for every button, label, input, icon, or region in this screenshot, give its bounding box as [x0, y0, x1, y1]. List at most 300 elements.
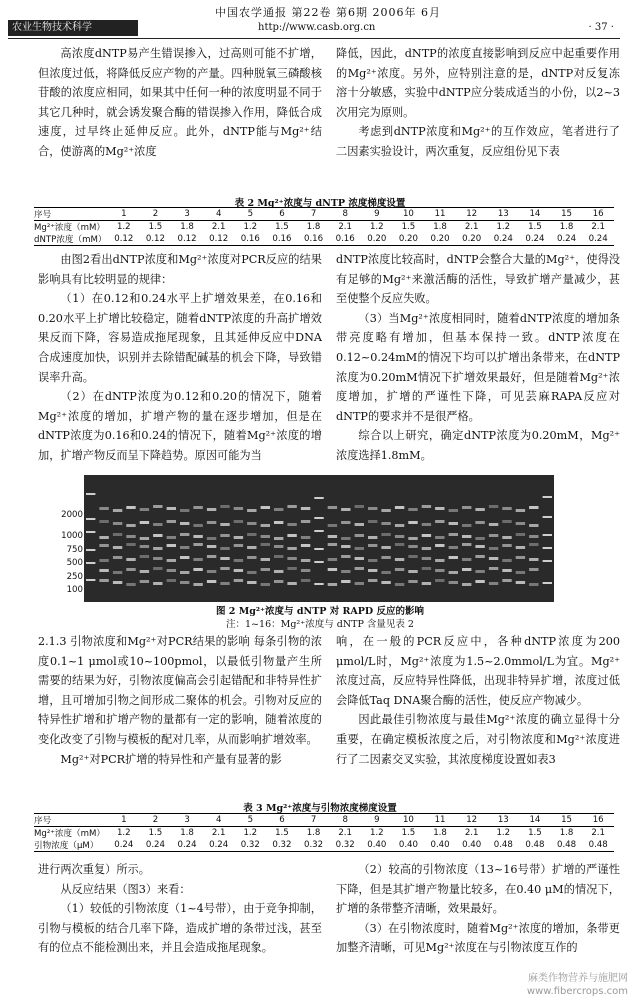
gel-band [462, 524, 471, 527]
gel-band [153, 505, 162, 508]
table-cell: 1.2 [235, 221, 267, 234]
marker-band [543, 547, 552, 549]
gel-band [381, 546, 390, 549]
gel-band [220, 523, 229, 526]
gel-band [207, 521, 216, 524]
gel-bands [84, 475, 554, 602]
table-cell: 1.8 [171, 221, 203, 234]
table-cell: 2.1 [203, 221, 235, 234]
gel-band [516, 581, 525, 584]
gel-band [220, 534, 229, 537]
gel-band [502, 579, 511, 582]
gel-band [516, 509, 525, 512]
table-cell: 12 [456, 814, 488, 827]
gel-band [301, 544, 310, 547]
gel-band [422, 582, 431, 585]
gel-band [153, 557, 162, 560]
gel-band [381, 509, 390, 512]
table-cell: 10 [393, 208, 425, 221]
table-cell: 0.20 [424, 233, 456, 246]
table-cell: 1 [108, 814, 140, 827]
marker-band [86, 493, 95, 495]
gel-band [99, 544, 108, 547]
table-cell: 3 [171, 208, 203, 221]
gel-band [274, 555, 283, 558]
gel-band [113, 571, 122, 574]
gel-band [462, 543, 471, 546]
table-cell: 4 [203, 814, 235, 827]
table-cell: 1.2 [488, 827, 520, 840]
gel-band [422, 567, 431, 570]
gel-band [126, 543, 135, 546]
table-row-label: 引物浓度（μM） [34, 839, 108, 852]
gel-band [153, 534, 162, 537]
gel-band [301, 507, 310, 510]
gel-band [435, 579, 444, 582]
table-cell: 7 [298, 208, 330, 221]
table-cell: 0.32 [266, 839, 298, 852]
gel-band [355, 534, 364, 537]
table-cell: 0.40 [361, 839, 393, 852]
gel-band [301, 569, 310, 572]
table-cell: 9 [361, 208, 393, 221]
gel-band [449, 571, 458, 574]
gel-band [328, 506, 337, 509]
table-cell: 1 [108, 208, 140, 221]
gel-band [247, 571, 256, 574]
table-cell: 1.2 [361, 221, 393, 234]
gel-band [193, 568, 202, 571]
gel-band [516, 522, 525, 525]
gel-band [529, 543, 538, 546]
left-column-middle [38, 250, 322, 466]
gel-band [395, 543, 404, 546]
gel-band [355, 567, 364, 570]
table3 [34, 813, 614, 852]
ladder-label: 1000 [61, 531, 83, 541]
gel-band [274, 521, 283, 524]
gel-band [261, 506, 270, 509]
gel-band [113, 581, 122, 584]
table-row-label: dNTP浓度（mM） [34, 235, 107, 245]
page-number: · 37 · [588, 22, 614, 33]
table-cell: 1.5 [393, 827, 425, 840]
table-cell: 5 [235, 814, 267, 827]
journal-header: 中国农学通报 第22卷 第6期 2006年 6月 [215, 6, 441, 19]
gel-band [167, 569, 176, 572]
gel-band [381, 581, 390, 584]
gel-band [381, 571, 390, 574]
table-cell: 0.32 [329, 839, 361, 852]
gel-band [99, 579, 108, 582]
gel-band [180, 581, 189, 584]
gel-band [193, 524, 202, 527]
gel-band [422, 534, 431, 537]
paragraph: （3）在引物浓度时，随着Mg²⁺浓度的增加，条带更加整齐清晰，可见Mg²⁺浓度在与引物浓度互作的 [336, 921, 620, 955]
table-cell: 0.40 [393, 839, 425, 852]
gel-band [193, 535, 202, 538]
watermark [527, 972, 628, 998]
gel-band [180, 556, 189, 559]
gel-band [126, 506, 135, 509]
table-cell: 0.24 [582, 233, 614, 246]
gel-band [368, 507, 377, 510]
gel-band [489, 505, 498, 508]
gel-band [355, 547, 364, 550]
table-cell: 13 [488, 208, 520, 221]
figure2-note: 注：1~16：Mg²⁺浓度与 dNTP 含量见表 2 [226, 619, 414, 630]
table-cell: 0.24 [551, 233, 583, 246]
gel-band [341, 545, 350, 548]
gel-band [247, 509, 256, 512]
gel-band [287, 557, 296, 560]
gel-band [126, 524, 135, 527]
marker-band [86, 562, 95, 564]
gel-band [408, 521, 417, 524]
gel-band [475, 555, 484, 558]
gel-band [422, 523, 431, 526]
gel-band [408, 580, 417, 583]
gel-band [113, 509, 122, 512]
gel-band [261, 558, 270, 561]
gel-band [193, 506, 202, 509]
gel-band [180, 546, 189, 549]
table2 [34, 207, 614, 246]
gel-band [422, 547, 431, 550]
gel-band [516, 556, 525, 559]
table2-caption: 表 2 Mg²⁺浓度与 dNTP 浓度梯度设置 [234, 198, 406, 209]
gel-band [408, 508, 417, 511]
table-cell: 0.12 [140, 233, 172, 246]
gel-band [247, 522, 256, 525]
right-column-lower [336, 632, 620, 769]
gel-band [355, 582, 364, 585]
gel-band [140, 521, 149, 524]
gel-band [529, 583, 538, 586]
gel-band [261, 535, 270, 538]
paragraph: 由图2看出dNTP浓度和Mg²⁺浓度对PCR反应的结果影响具有比较明显的规律： [38, 253, 322, 286]
left-column-lower [38, 632, 322, 769]
gel-band [220, 567, 229, 570]
gel-band [395, 568, 404, 571]
gel-band [328, 583, 337, 586]
gel-band [180, 522, 189, 525]
gel-band [355, 523, 364, 526]
gel-band [368, 579, 377, 582]
table-cell: 0.40 [456, 839, 488, 852]
gel-band [274, 570, 283, 573]
marker-band [314, 583, 323, 585]
gel-band [368, 559, 377, 562]
table-cell: 14 [519, 208, 551, 221]
gel-band [408, 555, 417, 558]
gel-band [301, 559, 310, 562]
table-cell: 7 [298, 814, 330, 827]
paragraph: （2）在dNTP浓度为0.12和0.20的情况下，随着Mg²⁺浓度的增加，扩增产物的量在逐步增加，但是在dNTP浓度为0.16和0.24的情况下，随着Mg²⁺浓度的增加，扩增产物反而呈下降趋势。原因可能为当 [38, 390, 322, 462]
marker-band [314, 497, 323, 499]
gel-band [435, 544, 444, 547]
gel-band [502, 507, 511, 510]
marker-band [314, 517, 323, 519]
table-cell: 0.16 [298, 233, 330, 246]
gel-band [180, 509, 189, 512]
gel-band [99, 569, 108, 572]
gel-band [435, 520, 444, 523]
gel-band [140, 570, 149, 573]
table-cell: 0.24 [171, 839, 203, 852]
gel-band [287, 523, 296, 526]
marker-band [314, 561, 323, 563]
gel-band [234, 536, 243, 539]
gel-band [167, 520, 176, 523]
table3-caption: 表 3 Mg²⁺浓度与引物浓度梯度设置 [243, 803, 397, 814]
table-cell: 0.12 [203, 233, 235, 246]
table-cell: 2.1 [582, 221, 614, 234]
table-cell: 0.24 [140, 839, 172, 852]
gel-band [153, 582, 162, 585]
gel-band [462, 583, 471, 586]
gel-band [449, 556, 458, 559]
gel-band [475, 537, 484, 540]
paragraph: 因此最佳引物浓度与最佳Mg²⁺浓度的确立显得十分重要，在确定模板浓度之后，对引物浓度和Mg²⁺浓度进行了二因素交叉实验，其浓度梯度设置如表3 [336, 713, 620, 766]
table-cell: 1.2 [108, 827, 140, 840]
gel-band [167, 579, 176, 582]
table-cell: 2 [140, 814, 172, 827]
gel-band [153, 567, 162, 570]
gel-band [341, 521, 350, 524]
gel-band [167, 544, 176, 547]
table-cell: 8 [329, 814, 361, 827]
table-cell: 11 [424, 814, 456, 827]
gel-band [489, 523, 498, 526]
left-column-bottom [38, 860, 322, 958]
table-header-row [34, 814, 614, 827]
gel-band [408, 537, 417, 540]
table-cell: 1.8 [424, 827, 456, 840]
gel-band [99, 536, 108, 539]
gel-band [180, 533, 189, 536]
header-rule [8, 38, 620, 39]
gel-band [489, 582, 498, 585]
gel-band [247, 546, 256, 549]
marker-band [543, 534, 552, 536]
gel-band [261, 543, 270, 546]
table-cell: 6 [266, 208, 298, 221]
gel-band [140, 580, 149, 583]
gel-band [368, 569, 377, 572]
table-cell: 0.24 [108, 839, 140, 852]
gel-band [328, 524, 337, 527]
gel-band [462, 506, 471, 509]
gel-band [449, 533, 458, 536]
gel-band [408, 570, 417, 573]
ladder-label: 100 [66, 585, 83, 595]
marker-band [314, 530, 323, 532]
table-cell: 2.1 [456, 827, 488, 840]
table-cell: 3 [171, 814, 203, 827]
table-cell: 0.20 [456, 233, 488, 246]
paragraph: （3）当Mg²⁺浓度相同时，随着dNTP浓度的增加条带亮度略有增加，但基本保持一致。dNTP浓度在0.12~0.24mM的情况下均可以扩增出条带来，在dNTP浓度为0.20mM情况下扩增效果最好，但是随着Mg²⁺浓度增加，扩增的严谨性下降，可见芸麻RAPA反应对dNTP的要求并不是很严格。 [336, 311, 620, 423]
gel-band [489, 567, 498, 570]
table-cell: 0.48 [519, 839, 551, 852]
table-cell: 2.1 [582, 827, 614, 840]
right-column-bottom [336, 860, 620, 958]
gel-band [287, 534, 296, 537]
gel-band [475, 521, 484, 524]
gel-band [502, 520, 511, 523]
gel-band [207, 537, 216, 540]
table-cell: 1.8 [551, 221, 583, 234]
gel-band [355, 505, 364, 508]
gel-band [193, 558, 202, 561]
gel-band [126, 558, 135, 561]
marker-band [543, 516, 552, 518]
gel-band [381, 522, 390, 525]
gel-band [435, 536, 444, 539]
table-cell: 0.20 [393, 233, 425, 246]
gel-band [261, 524, 270, 527]
table-cell: 16 [582, 814, 614, 827]
gel-band [395, 506, 404, 509]
table-cell: 0.20 [361, 233, 393, 246]
table-cell: 10 [393, 814, 425, 827]
table-header-row [34, 208, 614, 221]
gel-band [435, 507, 444, 510]
table-row [34, 233, 614, 246]
table-cell: 9 [361, 814, 393, 827]
table-header-label: 序号 [34, 814, 108, 827]
gel-band [274, 537, 283, 540]
table-cell: 6 [266, 814, 298, 827]
table-row [34, 827, 614, 840]
table-cell: 0.16 [266, 233, 298, 246]
table-cell: 0.24 [519, 233, 551, 246]
journal-url[interactable]: http://www.casb.org.cn [258, 22, 376, 33]
gel-band [287, 505, 296, 508]
gel-band [193, 583, 202, 586]
table-cell: 1.5 [266, 827, 298, 840]
table-cell: 1.8 [551, 827, 583, 840]
table-header-label: 序号 [34, 208, 108, 221]
gel-band [287, 547, 296, 550]
table-cell: 1.2 [361, 827, 393, 840]
table-cell: 0.32 [235, 839, 267, 852]
gel-band [489, 534, 498, 537]
gel-band [234, 520, 243, 523]
gel-band [395, 558, 404, 561]
watermark-line: 麻类作物营养与施肥网 [528, 973, 628, 984]
gel-band [234, 559, 243, 562]
table-cell: 16 [582, 208, 614, 221]
table-cell: 2.1 [329, 827, 361, 840]
table-cell: 1.8 [298, 827, 330, 840]
gel-band [193, 543, 202, 546]
gel-band [301, 536, 310, 539]
paragraph: 高浓度dNTP易产生错误掺入，过高则可能不扩增，但浓度过低，将降低反应产物的产量。四种脱氧三磷酸核苷酸的浓度应相同，如果其中任何一种的浓度明显不同于其它几种时，就会诱发聚合酶的错误掺入作用，降低合成速度，过早终止延伸反应。此外，dNTP能与Mg²⁺结合，使游离的Mg²⁺浓度 [38, 47, 322, 158]
marker-band [314, 548, 323, 550]
gel-band [475, 580, 484, 583]
table-cell: 1.2 [235, 827, 267, 840]
table-cell: 0.48 [551, 839, 583, 852]
gel-band [529, 535, 538, 538]
gel-band [99, 520, 108, 523]
gel-band [408, 545, 417, 548]
table-cell: 0.48 [488, 839, 520, 852]
gel-band [422, 557, 431, 560]
table-cell: 2.1 [203, 827, 235, 840]
gel-band [462, 558, 471, 561]
table-row-label: Mg²⁺浓度（mM） [34, 827, 108, 840]
gel-band [287, 567, 296, 570]
right-column-middle [336, 250, 620, 466]
gel-band [234, 579, 243, 582]
marker-band [86, 531, 95, 533]
table-row [34, 839, 614, 852]
figure2-caption: 图 2 Mg²⁺浓度与 dNTP 对 RAPD 反应的影响 [216, 606, 424, 617]
paragraph: 响，在一般的PCR反应中，各种dNTP浓度为200 μmol/L时，Mg²⁺浓度为1.5~2.0mmol/L为宜。Mg²⁺浓度过高，反应特异性降低，出现非特异扩增，浓度过低会降低Taq DNA聚合酶的活性，使反应产物减少。 [336, 635, 620, 707]
gel-band [368, 536, 377, 539]
gel-band [422, 505, 431, 508]
gel-band [395, 524, 404, 527]
ladder-label: 2000 [61, 510, 83, 520]
paragraph: 进行两次重复）所示。 [38, 863, 150, 876]
gel-band [113, 546, 122, 549]
gel-band [153, 547, 162, 550]
table-cell: 0.12 [108, 233, 140, 246]
paragraph: dNTP浓度比较高时，dNTP会整合大量的Mg²⁺，使得没有足够的Mg²⁺来激活酶的活性，导致扩增产量减少，甚至使整个反应失败。 [336, 253, 620, 306]
right-column-top [336, 44, 620, 162]
gel-band [247, 556, 256, 559]
gel-band [140, 555, 149, 558]
gel-band [247, 533, 256, 536]
gel-band [126, 568, 135, 571]
table-cell: 1.2 [488, 221, 520, 234]
gel-band [220, 547, 229, 550]
gel-band [167, 507, 176, 510]
table-cell: 15 [551, 814, 583, 827]
ladder-label: 250 [66, 572, 83, 582]
gel-band [341, 570, 350, 573]
table-cell: 12 [456, 208, 488, 221]
gel-band [140, 537, 149, 540]
paragraph: （1）较低的引物浓度（1~4号带），由于竞争抑制，引物与模板的结合几率下降，造成扩增的条带过浅，甚至有的位点不能检测出来，并且会造成拖尾现象。 [38, 902, 322, 955]
gel-band [234, 507, 243, 510]
paragraph: （1）在0.12和0.24水平上扩增效果差，在0.16和0.20水平上扩增比较稳定，随着dNTP浓度的升高扩增效果反而下降，容易造成拖尾现象，且其延伸反应中DNA合成速度加快，识别并去除错配碱基的机会下降，导致错误率升高。 [38, 292, 322, 384]
table-cell: 2.1 [456, 221, 488, 234]
table-cell: 1.8 [171, 827, 203, 840]
gel-band [301, 579, 310, 582]
gel-band [207, 570, 216, 573]
gel-band [140, 508, 149, 511]
paragraph: 从反应结果（图3）来看： [60, 882, 191, 896]
table-cell: 15 [551, 208, 583, 221]
gel-band [449, 509, 458, 512]
table-cell: 0.32 [298, 839, 330, 852]
gel-band [207, 555, 216, 558]
table-cell: 0.16 [235, 233, 267, 246]
gel-band [180, 571, 189, 574]
gel-band [475, 545, 484, 548]
gel-band [167, 536, 176, 539]
gel-band [113, 522, 122, 525]
paragraph: 综合以上研究，确定dNTP浓度为0.20mM，Mg²⁺浓度选择1.8mM。 [336, 429, 620, 462]
gel-band [341, 508, 350, 511]
gel-band [99, 559, 108, 562]
table-cell: 1.8 [298, 221, 330, 234]
gel-band [529, 524, 538, 527]
gel-band [287, 582, 296, 585]
table-cell: 0.24 [203, 839, 235, 852]
